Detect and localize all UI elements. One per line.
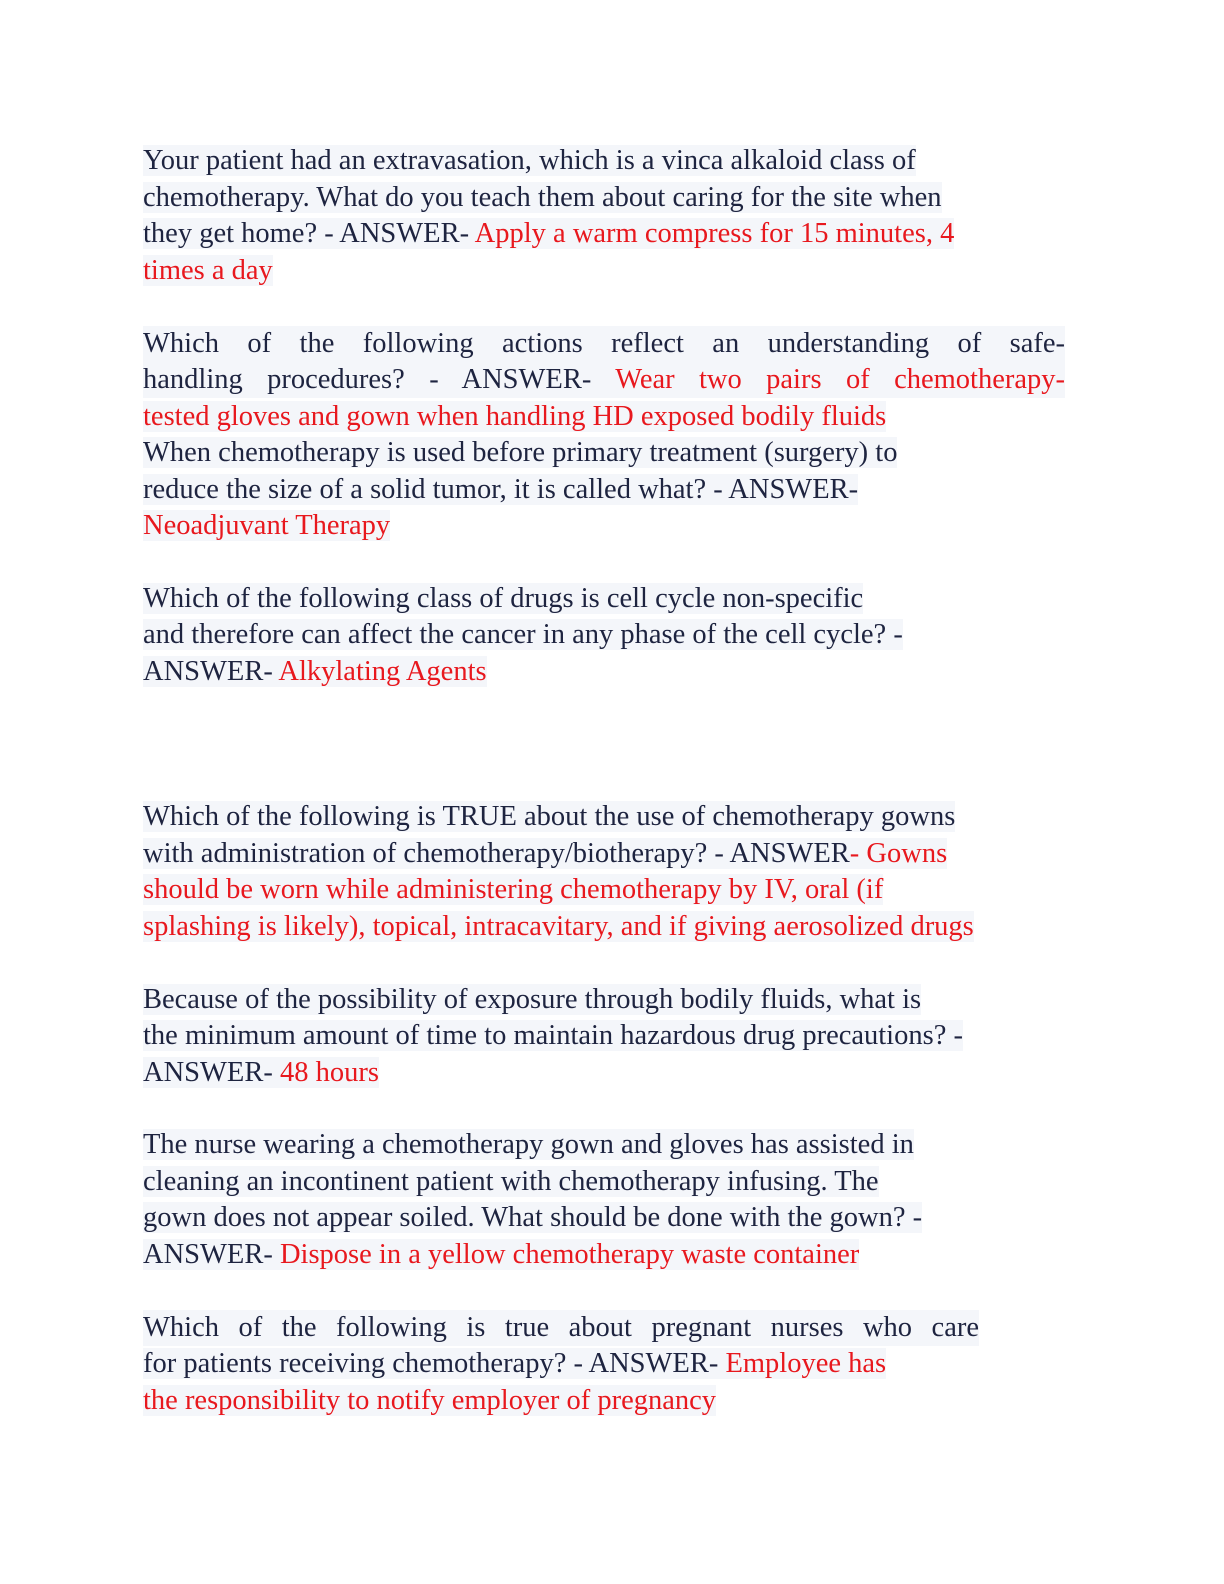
question-line: chemotherapy. What do you teach them about caring for the site when bbox=[143, 182, 942, 213]
question-line: the minimum amount of time to maintain hazardous drug precautions? - bbox=[143, 1020, 963, 1051]
question-line: Because of the possibility of exposure through bodily fluids, what is bbox=[143, 984, 922, 1015]
question-line: ANSWER- Dispose in a yellow chemotherapy waste container bbox=[143, 1239, 860, 1270]
question-line: Which of the following is TRUE about the use of chemotherapy gowns bbox=[143, 801, 956, 832]
answer-line: tested gloves and gown when handling HD exposed bodily fluids bbox=[143, 401, 887, 432]
question-line: they get home? - ANSWER- Apply a warm compress for 15 minutes, 4 bbox=[143, 218, 955, 249]
question-line: Which of the following class of drugs is cell cycle non-specific bbox=[143, 583, 864, 614]
answer-text: 48 hours bbox=[279, 1057, 379, 1088]
answer-line: times a day bbox=[143, 255, 273, 286]
question-line: handling procedures? - ANSWER- Wear two pairs of chemotherapy- bbox=[143, 362, 1065, 398]
question-line: gown does not appear soiled. What should be done with the gown? - bbox=[143, 1202, 923, 1233]
question-line: and therefore can affect the cancer in any phase of the cell cycle? - bbox=[143, 619, 903, 650]
answer-line: splashing is likely), topical, intracavitary, and if giving aerosolized drugs bbox=[143, 911, 974, 942]
question-line: Your patient had an extravasation, which is a vinca alkaloid class of bbox=[143, 145, 916, 176]
answer-text: Wear two pairs of chemotherapy- bbox=[615, 364, 1065, 395]
question-line: for patients receiving chemotherapy? - ANSWER- Employee has bbox=[143, 1348, 887, 1379]
answer-text: Employee has bbox=[725, 1348, 887, 1379]
question-line: When chemotherapy is used before primary treatment (surgery) to bbox=[143, 437, 898, 468]
question-line: Which of the following actions reflect an understanding of safe- bbox=[143, 326, 1065, 362]
answer-line: Neoadjuvant Therapy bbox=[143, 510, 391, 541]
question-line: ANSWER- 48 hours bbox=[143, 1057, 379, 1088]
answer-line: the responsibility to notify employer of pregnancy bbox=[143, 1385, 717, 1416]
question-line: with administration of chemotherapy/biotherapy? - ANSWER- Gowns bbox=[143, 838, 948, 869]
answer-text: Dispose in a yellow chemotherapy waste container bbox=[279, 1239, 860, 1270]
answer-text: Alkylating Agents bbox=[278, 656, 487, 687]
answer-line: should be worn while administering chemotherapy by IV, oral (if bbox=[143, 874, 884, 905]
question-line: The nurse wearing a chemotherapy gown and gloves has assisted in bbox=[143, 1129, 914, 1160]
answer-text: Apply a warm compress for 15 minutes, 4 bbox=[474, 218, 955, 249]
question-line: cleaning an incontinent patient with chemotherapy infusing. The bbox=[143, 1166, 879, 1197]
question-line: Which of the following is true about pregnant nurses who care bbox=[143, 1310, 979, 1346]
question-line: reduce the size of a solid tumor, it is called what? - ANSWER- bbox=[143, 474, 859, 505]
question-line: ANSWER- Alkylating Agents bbox=[143, 656, 487, 687]
answer-text: - Gowns bbox=[849, 838, 948, 869]
